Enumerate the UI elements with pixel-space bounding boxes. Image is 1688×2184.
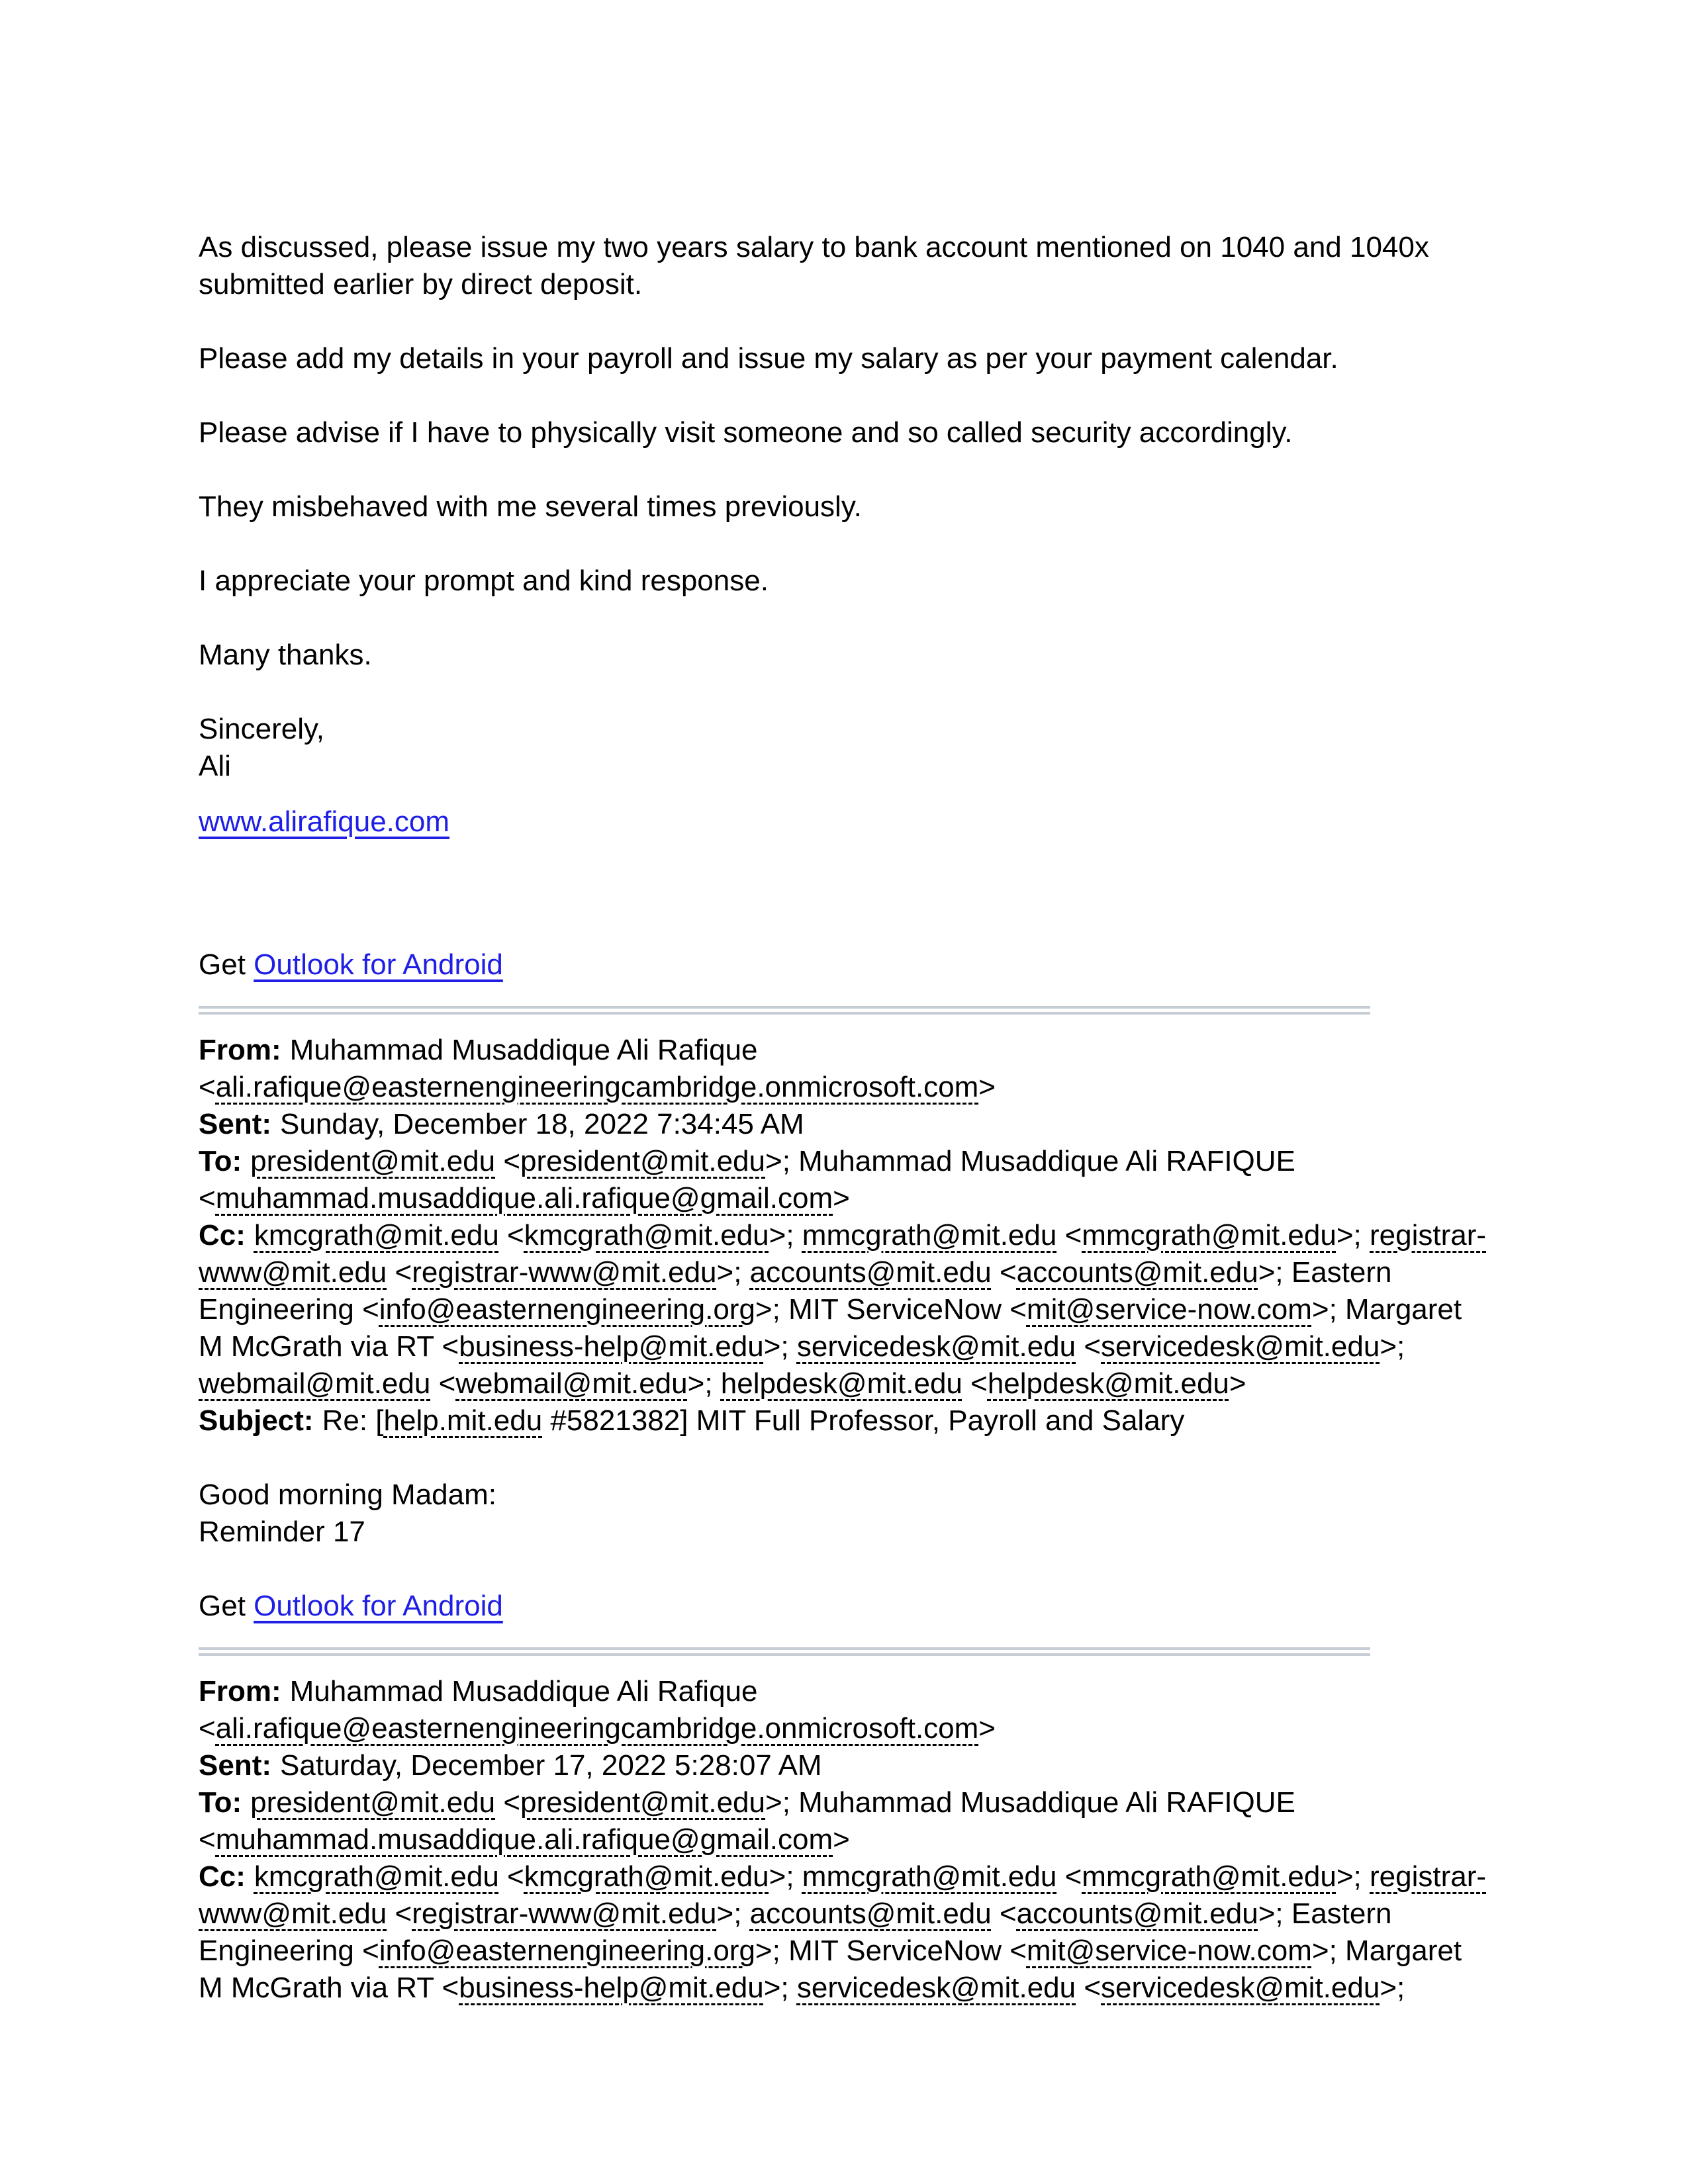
email-address-link[interactable]: muhammad.musaddique.ali.rafique@gmail.com	[215, 1823, 833, 1856]
text-segment: Re: [	[322, 1404, 384, 1437]
text-segment: >; MIT ServiceNow <	[755, 1934, 1027, 1967]
cc-line	[199, 1217, 1489, 1402]
email-address-link[interactable]: kmcgrath@mit.edu	[524, 1219, 769, 1251]
email-address-link[interactable]: registrar-www@mit.edu	[412, 1897, 717, 1930]
outlook-promo-line	[199, 1588, 1489, 1625]
email-address-link[interactable]: ali.rafique@easternengineeringcambridge.onmicrosoft.com	[215, 1071, 979, 1103]
text-segment: >	[978, 1712, 996, 1745]
text-segment: >; Margaret M McGrath via RT <	[199, 1934, 1462, 2004]
sent-value: Sunday, December 18, 2022 7:34:45 AM	[280, 1108, 804, 1140]
email-address-link[interactable]: business-help@mit.edu	[459, 1330, 764, 1363]
email-address-link[interactable]: servicedesk@mit.edu	[796, 1972, 1076, 2004]
to-label: To:	[199, 1786, 242, 1819]
email-address-link[interactable]: kmcgrath@mit.edu	[524, 1860, 769, 1893]
from-label: From:	[199, 1034, 281, 1066]
text-segment: >	[833, 1182, 850, 1214]
email-address-link[interactable]: accounts@mit.edu	[749, 1256, 992, 1289]
text-segment: >;	[716, 1897, 750, 1930]
greeting-line: Good morning Madam:	[199, 1479, 496, 1511]
email-address-link[interactable]: servicedesk@mit.edu	[1101, 1330, 1380, 1363]
text-segment: <	[1076, 1330, 1102, 1363]
body-paragraph: As discussed, please issue my two years salary to bank account mentioned on 1040 and 1040x submitted earlier by direct deposit.	[199, 231, 1429, 300]
email-address-link[interactable]: info@easternengineering.org	[379, 1293, 755, 1326]
body-paragraph: I appreciate your prompt and kind response.	[199, 565, 769, 597]
text-segment: >;	[763, 1330, 797, 1363]
cc-label: Cc:	[199, 1219, 246, 1251]
body-paragraph: Many thanks.	[199, 639, 372, 671]
text-segment: <	[430, 1367, 456, 1400]
email-address-link[interactable]: president@mit.edu	[250, 1145, 496, 1177]
text-segment: >;	[687, 1367, 721, 1400]
to-line	[199, 1784, 1489, 1858]
email-address-link[interactable]: ali.rafique@easternengineeringcambridge.onmicrosoft.com	[215, 1712, 979, 1745]
email-address-link[interactable]: president@mit.edu	[250, 1786, 496, 1819]
sent-label: Sent:	[199, 1749, 271, 1782]
text-segment: >; Eastern Engineering <	[199, 1897, 1392, 1967]
email-address-link[interactable]: business-help@mit.edu	[459, 1972, 764, 2004]
email-address-link[interactable]: help.mit.edu	[383, 1404, 543, 1437]
subject-value	[322, 1404, 1185, 1437]
email-address-link[interactable]: webmail@mit.edu	[455, 1367, 688, 1400]
signoff-closing: Sincerely,	[199, 713, 324, 745]
text-segment: <	[1056, 1219, 1082, 1251]
email-address-link[interactable]: registrar-www@mit.edu	[199, 1860, 1487, 1930]
email-address-link[interactable]: helpdesk@mit.edu	[720, 1367, 962, 1400]
text-segment: <	[498, 1219, 524, 1251]
text-segment: <	[962, 1367, 988, 1400]
body-paragraph: Please add my details in your payroll and issue my salary as per your payment calendar.	[199, 342, 1338, 375]
promo-prefix: Get	[199, 948, 254, 981]
email-address-link[interactable]: accounts@mit.edu	[1016, 1897, 1258, 1930]
text-segment: #5821382] MIT Full Professor, Payroll and Salary	[542, 1404, 1185, 1437]
outlook-promo-line	[199, 946, 1489, 983]
text-segment: >;	[769, 1219, 802, 1251]
website-link[interactable]: www.alirafique.com	[199, 805, 450, 838]
email-address-link[interactable]: registrar-www@mit.edu	[412, 1256, 717, 1289]
cc-value	[199, 1860, 1486, 2004]
text-segment: >; Muhammad Musaddique Ali RAFIQUE <	[199, 1145, 1295, 1214]
email1-body	[199, 1477, 1489, 1551]
reply-separator-divider	[199, 1647, 1370, 1656]
text-segment: <	[991, 1256, 1017, 1289]
text-segment: <	[387, 1897, 412, 1930]
email2-header-block	[199, 1673, 1489, 2007]
email-address-link[interactable]: president@mit.edu	[520, 1145, 765, 1177]
outlook-for-android-link[interactable]: Outlook for Android	[254, 1590, 503, 1622]
text-segment: >	[1229, 1367, 1246, 1400]
text-segment: <	[495, 1786, 521, 1819]
subject-line	[199, 1402, 1489, 1439]
text-segment: >; Eastern Engineering <	[199, 1256, 1392, 1326]
outlook-for-android-link[interactable]: Outlook for Android	[254, 948, 503, 981]
email-address-link[interactable]: servicedesk@mit.edu	[796, 1330, 1076, 1363]
to-line	[199, 1143, 1489, 1217]
text-segment: Muhammad Musaddique Ali Rafique <	[199, 1034, 758, 1103]
reminder-line: Reminder 17	[199, 1516, 365, 1548]
email-address-link[interactable]: kmcgrath@mit.edu	[254, 1219, 499, 1251]
text-segment: >;	[1380, 1330, 1405, 1363]
cc-label: Cc:	[199, 1860, 246, 1893]
text-segment: <	[1076, 1972, 1102, 2004]
from-value	[199, 1034, 996, 1103]
text-segment: >;	[1336, 1219, 1370, 1251]
email-content	[199, 229, 1489, 2007]
text-segment: <	[991, 1897, 1017, 1930]
email-address-link[interactable]: mmcgrath@mit.edu	[802, 1219, 1057, 1251]
text-segment: Muhammad Musaddique Ali Rafique <	[199, 1675, 758, 1745]
sent-line	[199, 1106, 1489, 1143]
email1-header-block	[199, 1032, 1489, 1439]
email-address-link[interactable]: webmail@mit.edu	[199, 1367, 431, 1400]
email-address-link[interactable]: helpdesk@mit.edu	[987, 1367, 1229, 1400]
body-paragraph: Please advise if I have to physically visit someone and so called security accordingly.	[199, 416, 1293, 449]
to-value	[199, 1145, 1295, 1214]
body-paragraph: They misbehaved with me several times previously.	[199, 490, 862, 523]
email-address-link[interactable]: accounts@mit.edu	[1016, 1256, 1258, 1289]
text-segment: <	[387, 1256, 412, 1289]
text-segment: <	[495, 1145, 521, 1177]
text-segment: >	[978, 1071, 996, 1103]
text-segment: >;	[769, 1860, 802, 1893]
email-address-link[interactable]: mmcgrath@mit.edu	[802, 1860, 1057, 1893]
promo-prefix: Get	[199, 1590, 254, 1622]
reply-separator-divider	[199, 1006, 1370, 1015]
text-segment: >	[833, 1823, 850, 1856]
text-segment: >; MIT ServiceNow <	[755, 1293, 1027, 1326]
signature-block	[199, 711, 1489, 785]
email-address-link[interactable]: registrar-www@mit.edu	[199, 1219, 1487, 1289]
from-value	[199, 1675, 996, 1745]
text-segment: >; Muhammad Musaddique Ali RAFIQUE <	[199, 1786, 1295, 1856]
to-value	[199, 1786, 1295, 1856]
text-segment: >;	[716, 1256, 750, 1289]
from-label: From:	[199, 1675, 281, 1707]
cc-value	[199, 1219, 1486, 1400]
email-address-link[interactable]: mmcgrath@mit.edu	[1082, 1219, 1336, 1251]
signoff-name: Ali	[199, 750, 231, 782]
email-address-link[interactable]: mmcgrath@mit.edu	[1082, 1860, 1336, 1893]
sent-line	[199, 1747, 1489, 1784]
email-address-link[interactable]: mit@service-now.com	[1026, 1293, 1312, 1326]
text-segment: <	[498, 1860, 524, 1893]
sent-label: Sent:	[199, 1108, 271, 1140]
email-address-link[interactable]: info@easternengineering.org	[379, 1934, 755, 1967]
email-address-link[interactable]: president@mit.edu	[520, 1786, 765, 1819]
email-address-link[interactable]: kmcgrath@mit.edu	[254, 1860, 499, 1893]
from-line	[199, 1673, 1489, 1747]
subject-label: Subject:	[199, 1404, 314, 1437]
email-address-link[interactable]: mit@service-now.com	[1026, 1934, 1312, 1967]
text-segment: >;	[763, 1972, 797, 2004]
text-segment: <	[1056, 1860, 1082, 1893]
email-address-link[interactable]: accounts@mit.edu	[749, 1897, 992, 1930]
sent-value: Saturday, December 17, 2022 5:28:07 AM	[280, 1749, 822, 1782]
email-address-link[interactable]: muhammad.musaddique.ali.rafique@gmail.com	[215, 1182, 833, 1214]
website-paragraph	[199, 803, 1489, 841]
from-line	[199, 1032, 1489, 1106]
email-address-link[interactable]: servicedesk@mit.edu	[1101, 1972, 1380, 2004]
to-label: To:	[199, 1145, 242, 1177]
text-segment: >;	[1336, 1860, 1370, 1893]
text-segment: >; Margaret M McGrath via RT <	[199, 1293, 1462, 1363]
cc-line	[199, 1858, 1489, 2007]
text-segment: >;	[1380, 1972, 1405, 2004]
